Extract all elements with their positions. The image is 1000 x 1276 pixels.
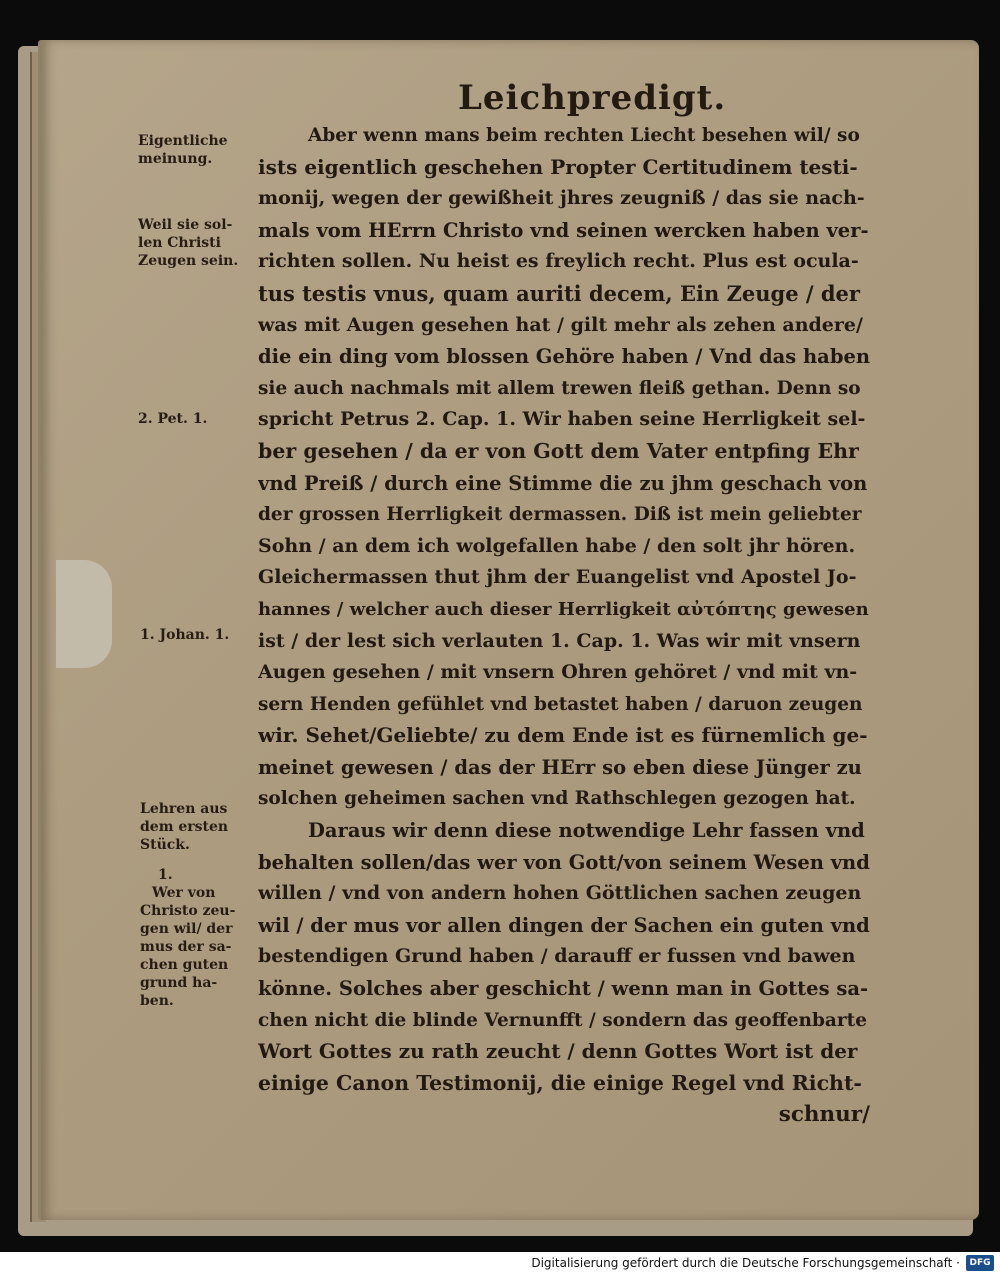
footer-bar xyxy=(0,1252,1000,1276)
margin-line: dem ersten xyxy=(140,819,229,835)
text-line: chen nicht die blinde Vernunfft / sondern das geoffenbarte xyxy=(258,1009,867,1031)
text-line: einige Canon Testimonij, die einige Regel vnd Richt- xyxy=(258,1070,862,1095)
margin-line: mus der sa- xyxy=(140,939,232,955)
text-line: bestendigen Grund haben / darauff er fussen vnd bawen xyxy=(258,945,856,968)
margin-line: grund ha- xyxy=(140,975,218,991)
margin-line: Zeugen sein. xyxy=(138,253,239,269)
funding-credit: Digitalisierung gefördert durch die Deutsche Forschungsgemeinschaft · xyxy=(531,1256,960,1270)
margin-line: Weil sie sol- xyxy=(138,217,233,233)
margin-note-zeugen xyxy=(138,216,238,270)
body-text xyxy=(258,120,870,1131)
text-line: monij, wegen der gewißheit jhres zeugniß / das sie nach- xyxy=(258,187,865,210)
margin-line: gen wil/ der xyxy=(140,921,233,937)
margin-line: len Christi xyxy=(138,235,221,251)
running-heading: Leichpredigt. xyxy=(458,78,727,118)
text-line: hannes / welcher auch dieser Herrligkeit αὐτόπτης gewesen xyxy=(258,598,869,620)
text-line: Daraus wir denn diese notwendige Lehr fassen vnd xyxy=(308,819,865,843)
margin-line: 1. xyxy=(158,867,173,883)
text-line: ists eigentlich geschehen Propter Certitudinem testi- xyxy=(258,154,858,179)
text-line: solchen geheimen sachen vnd Rathschlegen gezogen hat. xyxy=(258,788,856,810)
margin-line: Christo zeu- xyxy=(140,903,236,919)
dfg-logo-icon: DFG xyxy=(966,1255,994,1271)
text-line: wir. Sehet/Geliebte/ zu dem Ende ist es fürnemlich ge- xyxy=(258,723,868,748)
text-line: Sohn / an dem ich wolgefallen habe / den solt jhr hören. xyxy=(258,534,856,557)
text-line: sern Henden gefühlet vnd betastet haben / daruon zeugen xyxy=(258,693,863,715)
text-line: ber gesehen / da er von Gott dem Vater entpfing Ehr xyxy=(258,438,859,463)
margin-line: chen guten xyxy=(140,957,229,973)
margin-line: Wer von xyxy=(152,885,216,901)
text-line: willen / vnd von andern hohen Göttlichen sachen zeugen xyxy=(258,882,862,905)
text-line: mals vom HErrn Christo vnd seinen wercken haben ver- xyxy=(258,218,869,242)
margin-note-eigentliche xyxy=(138,132,228,168)
text-line: die ein ding vom blossen Gehöre haben / Vnd das haben xyxy=(258,345,870,369)
text-line: sie auch nachmals mit allem trewen fleiß gethan. Denn so xyxy=(258,377,861,399)
text-line: Wort Gottes zu rath zeucht / denn Gottes Wort ist der xyxy=(258,1039,858,1064)
text-line: wil / der mus vor allen dingen der Sachen ein guten vnd xyxy=(258,913,870,937)
margin-note-2-pet xyxy=(138,410,207,428)
text-line: könne. Solches aber geschicht / wenn man in Gottes sa- xyxy=(258,977,869,1001)
margin-line: ben. xyxy=(140,993,174,1009)
text-line: tus testis vnus, quam auriti decem, Ein Zeuge / der xyxy=(258,280,860,306)
color-calibration-tab xyxy=(56,560,112,668)
margin-note-lehren xyxy=(140,800,228,854)
margin-line: Eigentliche xyxy=(138,133,228,149)
margin-note-1-johan xyxy=(140,626,229,644)
text-line: richten sollen. Nu heist es freylich recht. Plus est ocula- xyxy=(258,250,859,273)
text-line: ist / der lest sich verlauten 1. Cap. 1. Was wir mit vnsern xyxy=(258,629,861,652)
text-line: behalten sollen/das wer von Gott/von seinem Wesen vnd xyxy=(258,850,870,874)
text-line: vnd Preiß / durch eine Stimme die zu jhm geschach von xyxy=(258,471,868,495)
text-line: Aber wenn mans beim rechten Liecht besehen wil/ so xyxy=(308,125,860,146)
text-line: Augen gesehen / mit vnsern Ohren gehöret / vnd mit vn- xyxy=(258,661,858,684)
margin-line: Stück. xyxy=(140,837,190,853)
margin-note-wer-von-christo xyxy=(140,866,235,1010)
text-line: der grossen Herrligkeit dermassen. Diß ist mein geliebter xyxy=(258,504,862,526)
catchword: schnur/ xyxy=(778,1102,870,1128)
text-line: meinet gewesen / das der HErr so eben diese Jünger zu xyxy=(258,755,862,779)
margin-line: 1. Johan. 1. xyxy=(140,627,230,643)
margin-line: 2. Pet. 1. xyxy=(138,411,208,427)
text-line: Gleichermassen thut jhm der Euangelist vnd Apostel Jo- xyxy=(258,566,857,589)
text-line: was mit Augen gesehen hat / gilt mehr als zehen andere/ xyxy=(258,313,863,336)
text-line: spricht Petrus 2. Cap. 1. Wir haben seine Herrligkeit sel- xyxy=(258,408,866,431)
margin-line: meinung. xyxy=(138,151,213,167)
margin-line: Lehren aus xyxy=(140,801,228,817)
